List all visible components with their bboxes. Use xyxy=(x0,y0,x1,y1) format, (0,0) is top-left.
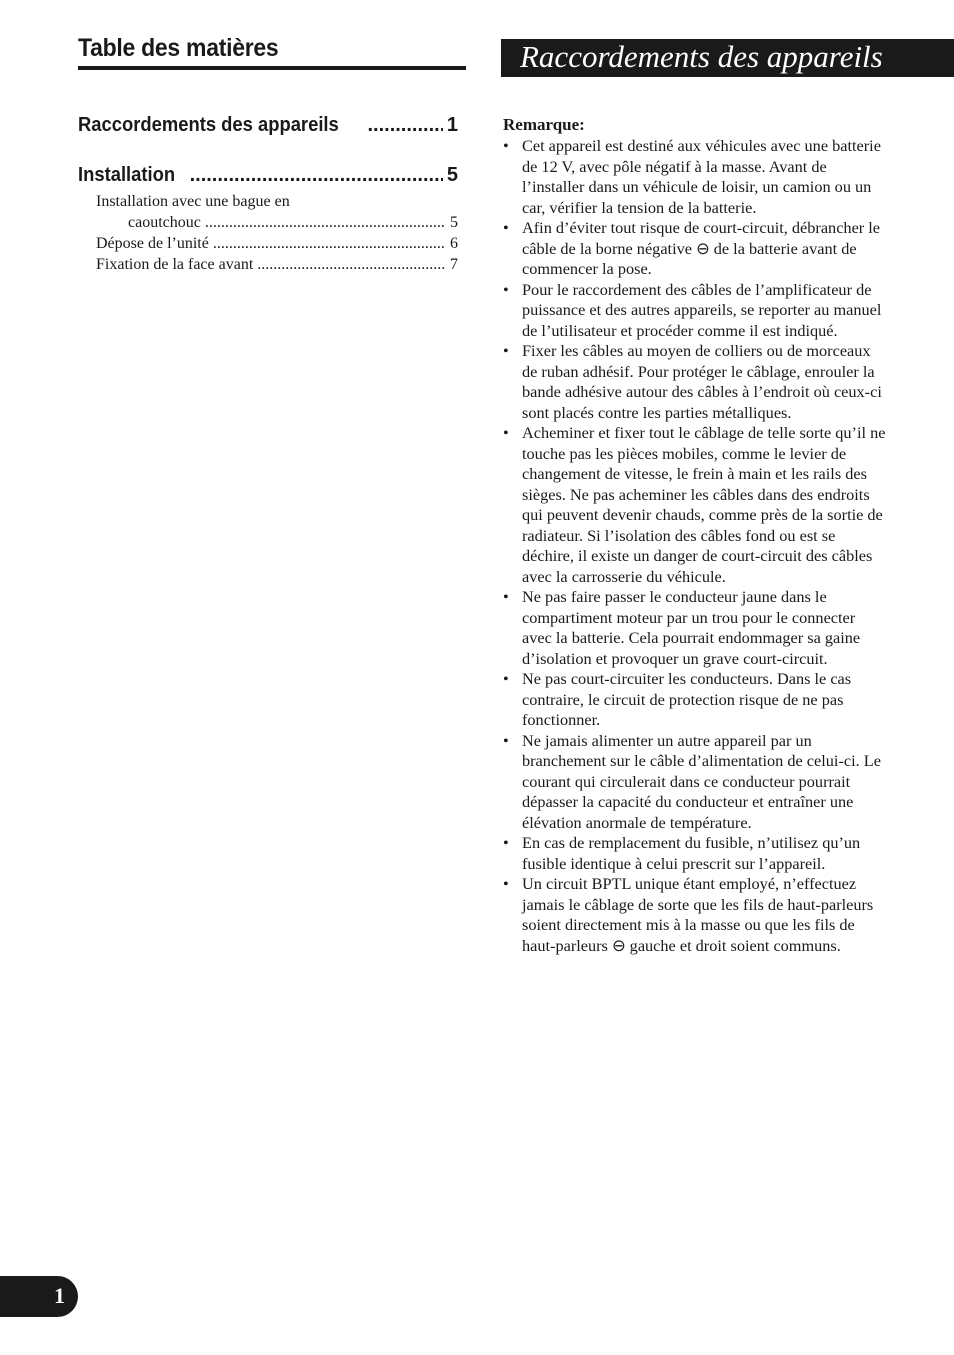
toc-subentry-page: 5 xyxy=(450,214,458,231)
toc-leader-dots xyxy=(190,162,443,188)
note-item: • Cet appareil est destiné aux véhicules avec une batterie de 12 V, avec pôle négatif à la masse. Avant de l’installer dans un véhicule de loisir, un camion ou un car, vérifier la tension de la batterie. xyxy=(503,136,889,218)
toc-entry-page: 5 xyxy=(446,164,458,186)
toc-entry-raccordements[interactable] xyxy=(78,112,458,138)
toc-leader-dots xyxy=(367,112,442,138)
toc-subentry-page: 6 xyxy=(450,235,458,252)
toc-leader-dots xyxy=(205,212,446,233)
note-item: • Afin d’éviter tout risque de court-circuit, débrancher le câble de la borne négative ⊖ de la batterie avant de commencer la pose. xyxy=(503,218,889,280)
remarque-heading: Remarque: xyxy=(503,115,585,134)
note-item: • Fixer les câbles au moyen de colliers ou de morceaux de ruban adhésif. Pour protéger le câblage, enrouler la bande adhésive autour des câbles à l’endroit où ceux-ci sont placés contre les parties métalliques. xyxy=(503,341,889,423)
toc-title-rule xyxy=(78,66,466,70)
toc-leader-dots xyxy=(213,233,446,254)
toc-subentry-label: Dépose de l’unité xyxy=(96,235,209,252)
section-title: Raccordements des appareils xyxy=(520,39,883,74)
remarque-notes-list xyxy=(503,136,889,956)
note-item: • Pour le raccordement des câbles de l’amplificateur de puissance et des autres appareils, se reporter au manuel de l’utilisateur et procéder comme il est indiqué. xyxy=(503,280,889,342)
note-item: • En cas de remplacement du fusible, n’utilisez qu’un fusible identique à celui prescrit sur l’appareil. xyxy=(503,833,889,874)
toc-entry-installation[interactable] xyxy=(78,162,458,188)
page-number: 1 xyxy=(54,1283,65,1308)
note-item: • Ne pas court-circuiter les conducteurs. Dans le cas contraire, le circuit de protection risque de ne pas fonctionner. xyxy=(503,669,889,731)
toc-subentry-label-line1: Installation avec une bague en xyxy=(96,193,290,210)
toc-subentry-label-line2: caoutchouc xyxy=(128,214,201,231)
page-number-tab xyxy=(0,1276,78,1317)
toc-entry-label: Installation xyxy=(78,164,176,186)
toc-entry-page: 1 xyxy=(446,114,458,136)
toc-title: Table des matières xyxy=(78,34,279,62)
toc-subentries xyxy=(96,191,458,275)
toc-subentry-fixation[interactable] xyxy=(96,254,458,275)
toc-leader-dots xyxy=(257,254,446,275)
note-item: • Ne pas faire passer le conducteur jaune dans le compartiment moteur par un trou pour le connecter avec la batterie. Cela pourrait endommager sa gaine d’isolation et provoquer un grave court-circuit. xyxy=(503,587,889,669)
toc-subentry-depose[interactable] xyxy=(96,233,458,254)
toc-subentry-bague[interactable] xyxy=(96,191,458,233)
toc-subentry-page: 7 xyxy=(450,256,458,273)
toc-entry-label: Raccordements des appareils xyxy=(78,114,339,136)
note-item: • Acheminer et fixer tout le câblage de telle sorte qu’il ne touche pas les pièces mobiles, comme le levier de changement de vitesse, le frein à main et les rails des sièges. Ne pas acheminer les câbles dans des endroits qui peuvent devenir chauds, comme près de la sortie de radiateur. Si l’isolation des câbles fond ou est se déchire, il existe un danger de court-circuit des câbles avec la carrosserie du véhicule. xyxy=(503,423,889,587)
note-item: • Ne jamais alimenter un autre appareil par un branchement sur le câble d’alimentation de celui-ci. Le courant qui circulerait dans ce conducteur pourrait dépasser la capacité du conducteur et entraîner une élévation anormale de température. xyxy=(503,731,889,834)
toc-subentry-label: Fixation de la face avant xyxy=(96,256,254,273)
note-item: • Un circuit BPTL unique étant employé, n’effectuez jamais le câblage de sorte que les fils de haut-parleurs soient directement mis à la masse ou que les fils de haut-parleurs ⊖ gauche et droit soient communs. xyxy=(503,874,889,956)
